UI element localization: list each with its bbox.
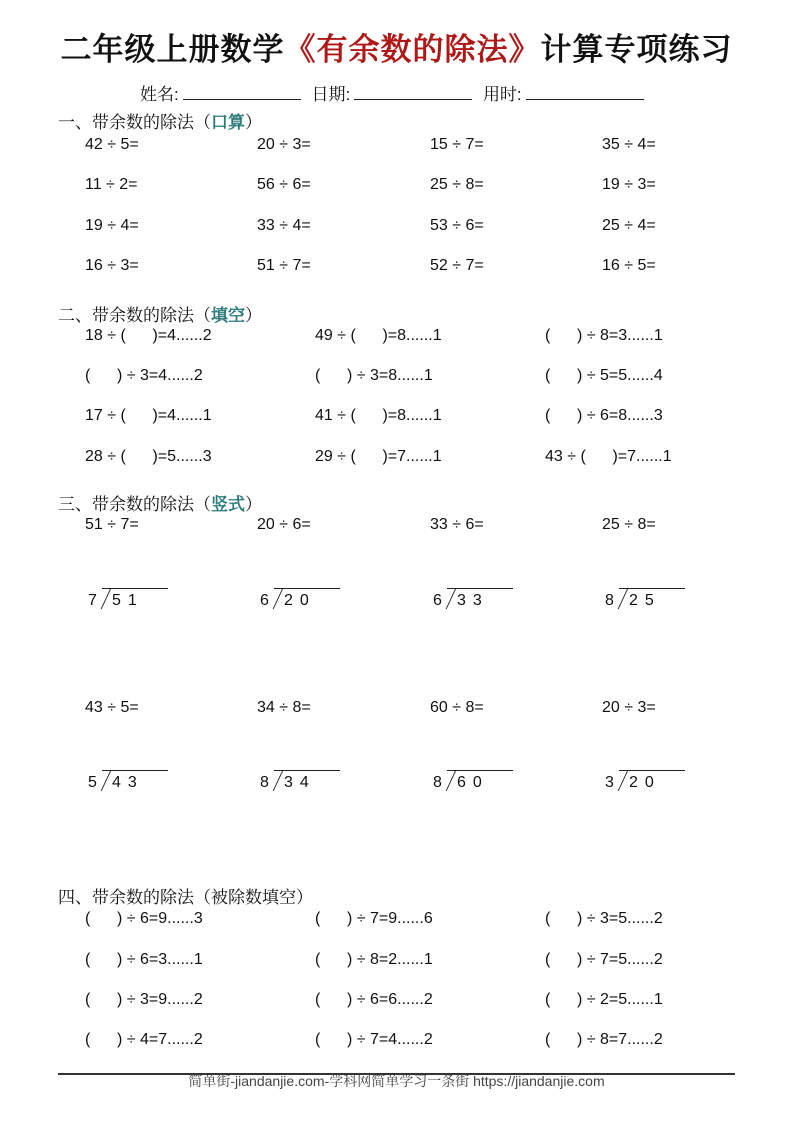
- fill-blank-question: 17 ÷ ( )=4......1: [85, 407, 212, 424]
- fill-blank-question: ( ) ÷ 2=5......1: [545, 991, 663, 1008]
- section-label: 一、带余数的除法: [58, 113, 194, 132]
- fill-blank-question: ( ) ÷ 7=9......6: [315, 910, 433, 927]
- section-hl: 口算: [211, 113, 245, 132]
- question: 56 ÷ 6=: [257, 176, 311, 193]
- fill-blank-question: 49 ÷ ( )=8......1: [315, 327, 442, 344]
- section-paren-close: ）: [245, 306, 262, 325]
- date-label: 日期:: [311, 85, 351, 104]
- fill-blank-question: ( ) ÷ 5=5......4: [545, 367, 663, 384]
- fill-blank-question: 28 ÷ ( )=5......3: [85, 448, 212, 465]
- question: 43 ÷ 5=: [85, 699, 139, 716]
- long-division-frame[interactable]: [88, 592, 144, 610]
- fill-blank-question: ( ) ÷ 6=8......3: [545, 407, 663, 424]
- section-paren-close: ）: [245, 113, 262, 132]
- fill-blank-question: ( ) ÷ 6=6......2: [315, 991, 433, 1008]
- long-division-frame[interactable]: [433, 592, 489, 610]
- dividend: 25: [629, 592, 661, 609]
- time-blank[interactable]: [526, 85, 644, 100]
- question: 42 ÷ 5=: [85, 136, 139, 153]
- question: 33 ÷ 4=: [257, 217, 311, 234]
- date-blank[interactable]: [354, 85, 472, 100]
- dividend: 20: [284, 592, 316, 609]
- divisor: 5: [88, 774, 97, 791]
- page-title: [0, 24, 793, 69]
- fill-blank-question: ( ) ÷ 6=3......1: [85, 951, 203, 968]
- section-heading: 四、带余数的除法（被除数填空）: [58, 888, 313, 907]
- question: 15 ÷ 7=: [430, 136, 484, 153]
- divisor: 3: [605, 774, 614, 791]
- section-heading: [58, 301, 262, 326]
- question: 52 ÷ 7=: [430, 257, 484, 274]
- name-label: 姓名:: [140, 85, 179, 104]
- fill-blank-question: ( ) ÷ 7=4......2: [315, 1031, 433, 1048]
- dividend: 51: [112, 592, 144, 609]
- title-part: 二年级上册数学: [60, 32, 285, 68]
- fill-blank-question: ( ) ÷ 8=2......1: [315, 951, 433, 968]
- fill-blank-question: ( ) ÷ 3=4......2: [85, 367, 203, 384]
- section-paren-open: （: [194, 113, 211, 132]
- question: 34 ÷ 8=: [257, 699, 311, 716]
- section-paren-open: （: [194, 306, 211, 325]
- fill-blank-question: 41 ÷ ( )=8......1: [315, 407, 442, 424]
- long-division-frame[interactable]: [605, 774, 661, 792]
- dividend: 60: [457, 774, 489, 791]
- fill-blank-question: ( ) ÷ 7=5......2: [545, 951, 663, 968]
- dividend: 34: [284, 774, 316, 791]
- fill-blank-question: 29 ÷ ( )=7......1: [315, 448, 442, 465]
- question: 60 ÷ 8=: [430, 699, 484, 716]
- fill-blank-question: ( ) ÷ 4=7......2: [85, 1031, 203, 1048]
- divisor: 8: [605, 592, 614, 609]
- fill-blank-question: 43 ÷ ( )=7......1: [545, 448, 672, 465]
- question: 25 ÷ 8=: [602, 516, 656, 533]
- fill-blank-question: ( ) ÷ 3=8......1: [315, 367, 433, 384]
- divisor: 7: [88, 592, 97, 609]
- long-division-frame[interactable]: [260, 774, 316, 792]
- divisor: 6: [433, 592, 442, 609]
- section-label: 三、带余数的除法: [58, 495, 194, 514]
- question: 25 ÷ 4=: [602, 217, 656, 234]
- question: 51 ÷ 7=: [85, 516, 139, 533]
- dividend: 43: [112, 774, 144, 791]
- section-heading: [58, 490, 262, 515]
- long-division-frame[interactable]: [605, 592, 661, 610]
- question: 16 ÷ 3=: [85, 257, 139, 274]
- section-label: 二、带余数的除法: [58, 306, 194, 325]
- fill-blank-question: ( ) ÷ 3=9......2: [85, 991, 203, 1008]
- question: 51 ÷ 7=: [257, 257, 311, 274]
- question: 35 ÷ 4=: [602, 136, 656, 153]
- question: 20 ÷ 3=: [257, 136, 311, 153]
- question: 11 ÷ 2=: [85, 176, 138, 193]
- section-paren-open: （: [194, 495, 211, 514]
- fill-blank-question: ( ) ÷ 8=7......2: [545, 1031, 663, 1048]
- fill-blank-question: 18 ÷ ( )=4......2: [85, 327, 212, 344]
- divisor: 8: [260, 774, 269, 791]
- long-division-frame[interactable]: [260, 592, 316, 610]
- section-paren-close: ）: [245, 495, 262, 514]
- divisor: 6: [260, 592, 269, 609]
- time-label: 用时:: [482, 85, 522, 104]
- fill-blank-question: ( ) ÷ 6=9......3: [85, 910, 203, 927]
- section-hl: 竖式: [211, 495, 245, 514]
- title-part: 计算专项练习: [540, 32, 733, 68]
- question: 25 ÷ 8=: [430, 176, 484, 193]
- question: 53 ÷ 6=: [430, 217, 484, 234]
- section-heading: [58, 108, 262, 133]
- footer-text: 简单街-jiandanjie.com-学科网简单学习一条街 https://jiandanjie.com: [188, 1073, 605, 1089]
- long-division-frame[interactable]: [88, 774, 144, 792]
- question: 20 ÷ 3=: [602, 699, 656, 716]
- fill-blank-question: ( ) ÷ 8=3......1: [545, 327, 663, 344]
- question: 19 ÷ 4=: [85, 217, 139, 234]
- dividend: 20: [629, 774, 661, 791]
- divisor: 8: [433, 774, 442, 791]
- fill-blank-question: ( ) ÷ 3=5......2: [545, 910, 663, 927]
- dividend: 33: [457, 592, 489, 609]
- question: 33 ÷ 6=: [430, 516, 484, 533]
- section-hl: 填空: [211, 306, 245, 325]
- title-topic: 《有余数的除法》: [284, 32, 541, 68]
- question: 16 ÷ 5=: [602, 257, 656, 274]
- name-blank[interactable]: [183, 85, 301, 100]
- long-division-frame[interactable]: [433, 774, 489, 792]
- question: 19 ÷ 3=: [602, 176, 656, 193]
- student-info-fields: [140, 80, 650, 105]
- question: 20 ÷ 6=: [257, 516, 311, 533]
